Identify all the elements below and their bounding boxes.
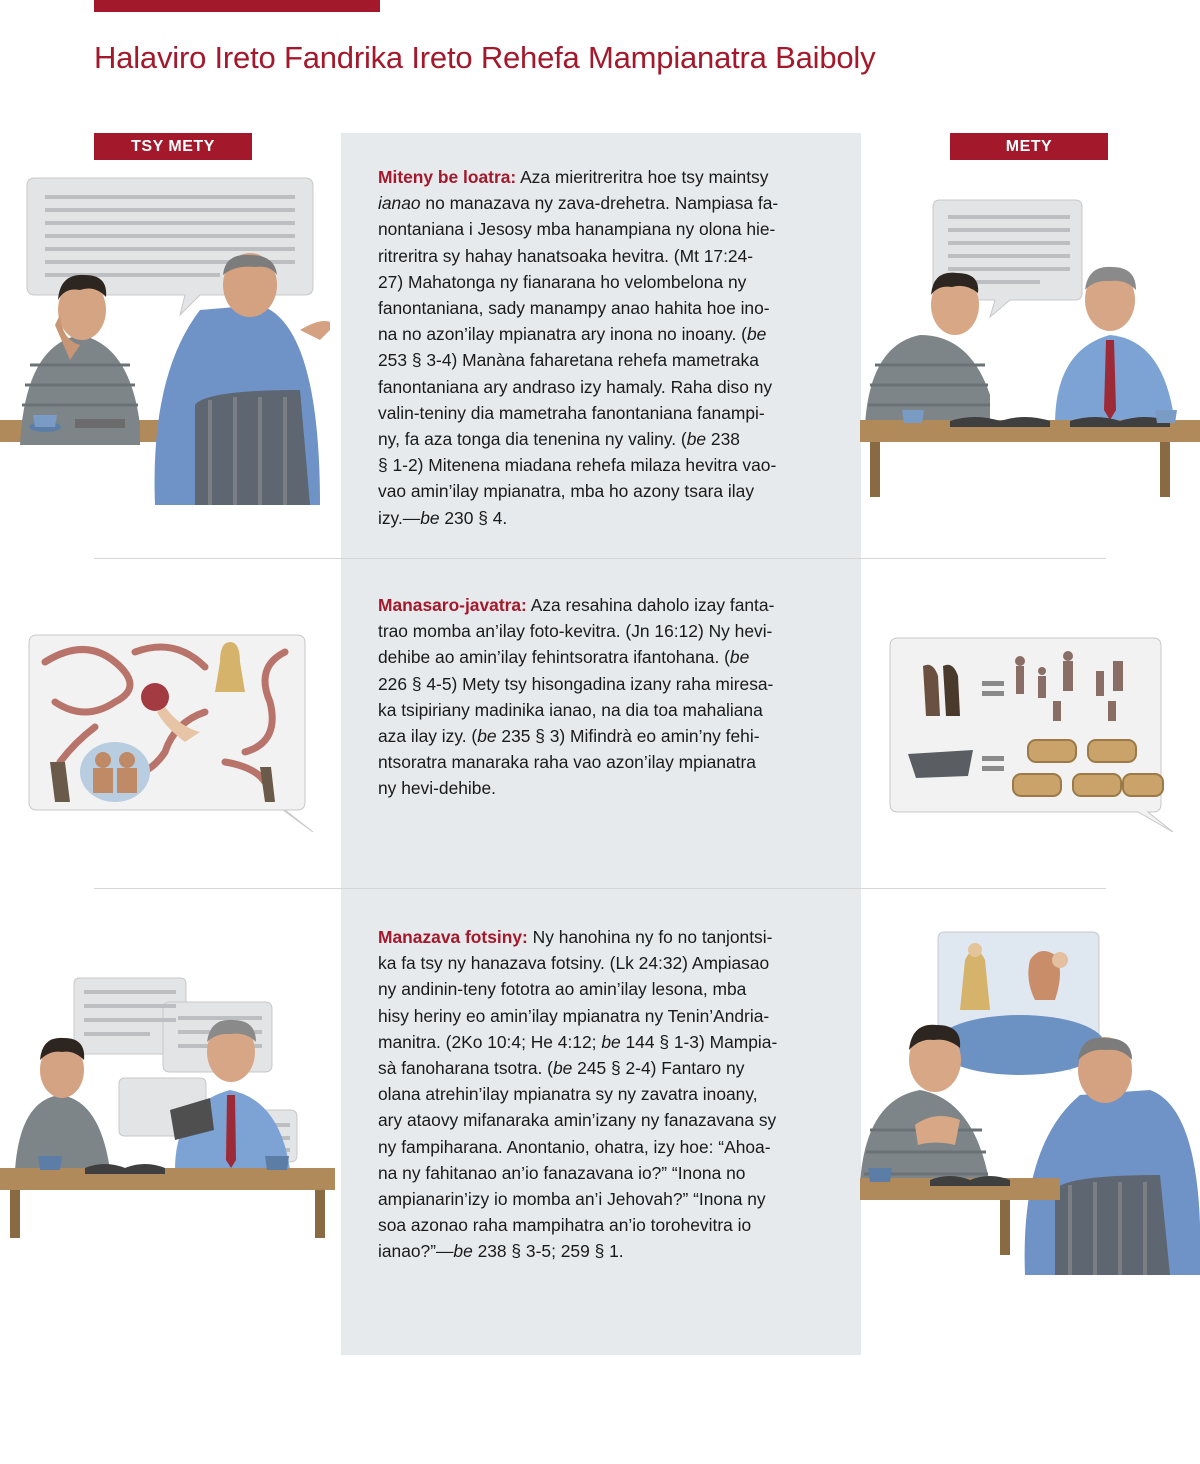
section-1-lead: Miteny be loatra: xyxy=(378,167,517,187)
illustration-too-many-details xyxy=(25,632,315,832)
section-3-text: Manazava fotsiny: Ny hanohina ny fo no tanjontsi- ka fa tsy ny hanazava fotsiny. (Lk 24:32) Ampiasao ny andinin-teny fototra ao amin’ilay lesona, mba hisy heriny eo amin’ilay mpianatra ny Tenin’Andria- manitra. (2Ko 10:4; He 4:12; be 144 § 1-3) Mampia- sà fanoharana tsotra. (be 245 § 2-4) Fantaro ny olana atrehin’ilay mpianatra sy ny zavatra inoany, ary ataovy mifanaraka amin’izany ny fanazavana sy ny fampiharana. Anontanio, ohatra, izy hoe: “Ahoa- na ny fahitanao an’io fanazavana io?” “Inona no ampianarin’izy io momba an’i Jehovah?” “Inona ny soa azonao raha mampihatra an’io torohevitra io ianao?”—be 238 § 3-5; 259 § 1. xyxy=(378,927,778,1262)
illustration-focused-main-point xyxy=(888,636,1178,832)
right-label: METY xyxy=(950,133,1108,160)
top-accent-bar xyxy=(94,0,380,12)
illustration-asking-questions xyxy=(860,195,1200,505)
page-title: Halaviro Ireto Fandrika Ireto Rehefa Mampianatra Baiboly xyxy=(94,40,876,75)
illustration-reaching-heart xyxy=(860,930,1200,1275)
illustration-only-explaining xyxy=(0,970,335,1240)
section-3-lead: Manazava fotsiny: xyxy=(378,927,528,947)
section-divider xyxy=(94,558,1106,559)
section-1-text: Miteny be loatra: Aza mieritreritra hoe tsy maintsy ianao no manazava ny zava-drehetra. Nampiasa fa- nontaniana i Jesosy mba hanampiana ny olona hie- ritreritra sy hahay hanatsoaka hevitra. (Mt 17:24- 27) Mahatonga ny fianarana ho velombelona ny fanontaniana, sady manampy anao hahita hoe ino- na no azon’ilay mpianatra ary inona no inoany. (be 253 § 3-4) Manàna faharetana rehefa mametraka fanontaniana ary andraso izy hamaly. Raha diso ny valin-teniny dia mametraha fanontaniana fanampi- ny, fa aza tonga dia tenenina ny valiny. (be 238 § 1-2) Mitenena miadana rehefa milaza hevitra vao- vao amin’ilay mpianatra, mba ho azony tsara ilay izy.—be 230 § 4. xyxy=(378,167,779,528)
section-2-text: Manasaro-javatra: Aza resahina daholo izay fanta- trao momba an’ilay foto-kevitra. (Jn 16:12) Ny hevi- dehibe ao amin’ilay fehintsoratra ifantohana. (be 226 § 4-5) Mety tsy hisongadina izany raha miresa- ka tsipiriany madinika ianao, na dia toa mahaliana aza ilay izy. (be 235 § 3) Mifindrà eo amin’ny fehi- ntsoratra manaraka raha vao azon’ilay mpianatra ny hevi-dehibe. xyxy=(378,595,775,799)
illustration-talking-too-much xyxy=(0,175,330,505)
section-divider xyxy=(94,888,1106,889)
section-2-lead: Manasaro-javatra: xyxy=(378,595,527,615)
wrong-label: TSY METY xyxy=(94,133,252,160)
